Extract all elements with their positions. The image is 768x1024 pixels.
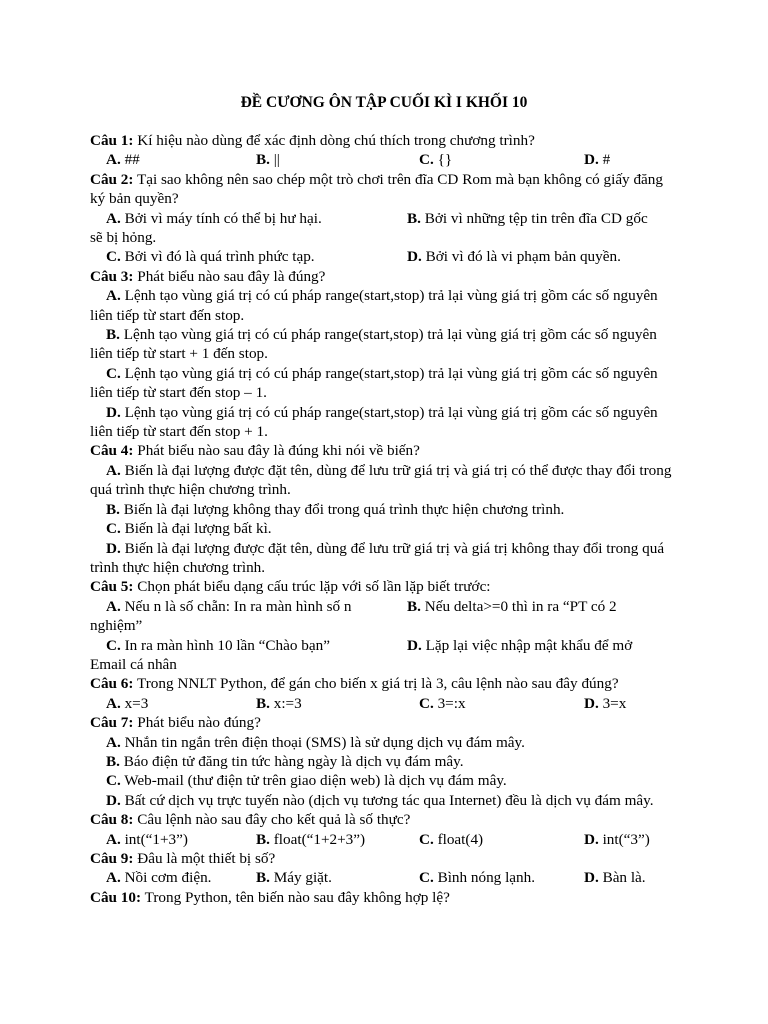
question-5	[90, 577, 680, 596]
question-text: Phát biểu nào sau đây là đúng?	[133, 267, 326, 285]
question-list	[90, 131, 680, 907]
option-c: C. 3=:x	[419, 694, 466, 712]
option-a: A. Nồi cơm điện.	[106, 869, 212, 887]
option-c: C. Web-mail (thư điện tử trên giao diện web) là dịch vụ đám mây.	[106, 772, 507, 790]
option-b: B. Báo điện tử đăng tin tức hàng ngày là dịch vụ đám mây.	[106, 752, 464, 770]
option-d: D. Lệnh tạo vùng giá trị có cú pháp range(start,stop) trả lại vùng giá trị gồm các số nguyên liên tiếp từ start đến stop + 1.	[90, 403, 658, 441]
question-label: Câu 7:	[90, 714, 134, 732]
question-6	[90, 674, 680, 693]
option-d: D. Biến là đại lượng được đặt tên, dùng để lưu trữ giá trị và giá trị không thay đổi trong quá trình thực hiện chương trình.	[90, 539, 665, 576]
options-row	[106, 830, 680, 849]
question-text: Trong Python, tên biến nào sau đây không hợp lệ?	[141, 888, 450, 906]
question-label: Câu 4:	[90, 442, 134, 460]
option-c: C. Lệnh tạo vùng giá trị có cú pháp range(start,stop) trả lại vùng giá trị gồm các số nguyên liên tiếp từ start đến stop – 1.	[90, 364, 658, 402]
question-label: Câu 2:	[90, 170, 134, 188]
question-text: Kí hiệu nào dùng để xác định dòng chú thích trong chương trình?	[133, 132, 535, 149]
question-label: Câu 3:	[90, 267, 134, 285]
option-a: A. Lệnh tạo vùng giá trị có cú pháp range(start,stop) trả lại vùng giá trị gồm các số nguyên liên tiếp từ start đến stop.	[90, 287, 658, 324]
option-d: D. Bàn là.	[584, 869, 646, 887]
question-label: Câu 1:	[90, 132, 134, 149]
question-text: Trong NNLT Python, để gán cho biến x giá trị là 3, câu lệnh nào sau đây đúng?	[133, 675, 619, 693]
question-text: Phát biểu nào sau đây là đúng khi nói về biến?	[133, 442, 420, 460]
question-text: Phát biểu nào đúng?	[133, 714, 261, 732]
option-b: B. x:=3	[256, 694, 302, 712]
option-d: D. Lặp lại việc nhập mật khẩu để mở	[407, 636, 633, 654]
option-c: C. Biến là đại lượng bất kì.	[106, 520, 272, 538]
question-label: Câu 5:	[90, 578, 134, 596]
question-label: Câu 10:	[90, 888, 142, 906]
options-pair	[90, 636, 680, 675]
options-row	[106, 694, 680, 713]
option-continuation: sẽ bị hỏng.	[90, 229, 157, 247]
question-text: Đâu là một thiết bị số?	[133, 849, 276, 867]
option-b: B. Máy giặt.	[256, 869, 332, 887]
option-b: B. float(“1+2+3”)	[256, 830, 366, 848]
option-c: C. In ra màn hình 10 lần “Chào bạn”	[106, 636, 330, 654]
option-b: B. Nếu delta>=0 thì in ra “PT có 2	[407, 597, 617, 615]
question-1	[90, 131, 680, 150]
option-c: C. Bởi vì đó là quá trình phức tạp.	[106, 248, 315, 266]
option-continuation: Email cá nhân	[90, 655, 177, 673]
document-title: ĐỀ CƯƠNG ÔN TẬP CUỐI KÌ I KHỐI 10	[240, 94, 528, 111]
question-text: Tại sao không nên sao chép một trò chơi trên đĩa CD Rom mà bạn không có giấy đăng ký bản quyền?	[90, 170, 663, 208]
question-text: Câu lệnh nào sau đây cho kết quả là số thực?	[133, 811, 411, 829]
option-d: D. Bởi vì đó là vi phạm bản quyền.	[407, 248, 621, 266]
question-3	[90, 267, 680, 286]
question-text: Chọn phát biểu dạng cấu trúc lặp với số lần lặp biết trước:	[133, 578, 491, 596]
options-pair	[90, 597, 680, 636]
question-2	[90, 170, 680, 209]
option-b: B. Bởi vì những tệp tin trên đĩa CD gốc	[407, 209, 648, 227]
question-4	[90, 441, 680, 460]
option-b: B. Biến là đại lượng không thay đổi trong quá trình thực hiện chương trình.	[106, 500, 565, 518]
question-9	[90, 849, 680, 868]
option-d: D. 3=x	[584, 694, 627, 712]
option-a: A. Nếu n là số chẵn: In ra màn hình số n	[106, 597, 352, 615]
options-row	[106, 868, 680, 887]
option-b: B. Lệnh tạo vùng giá trị có cú pháp range(start,stop) trả lại vùng giá trị gồm các số nguyên liên tiếp từ start + 1 đến stop.	[90, 326, 657, 363]
option-a: A. Bởi vì máy tính có thể bị hư hại.	[106, 209, 322, 227]
option-d: D. int(“3”)	[584, 830, 650, 848]
question-7	[90, 713, 680, 732]
option-c: C. {}	[419, 151, 453, 169]
option-continuation: nghiệm”	[90, 617, 143, 635]
options-pair	[90, 247, 680, 266]
option-a: A. Biến là đại lượng được đặt tên, dùng để lưu trữ giá trị và giá trị có thể được thay đổi trong quá trình thực hiện chương trình.	[90, 461, 672, 499]
option-d: D. #	[584, 151, 611, 169]
question-label: Câu 8:	[90, 811, 134, 829]
option-a: A. Nhắn tin ngắn trên điện thoại (SMS) là sử dụng dịch vụ đám mây.	[106, 733, 525, 751]
option-a: A. x=3	[106, 694, 149, 712]
question-label: Câu 6:	[90, 675, 134, 693]
option-d: D. Bất cứ dịch vụ trực tuyến nào (dịch vụ tương tác qua Internet) đều là dịch vụ đám mây.	[106, 791, 654, 809]
option-c: C. Bình nóng lạnh.	[419, 869, 536, 887]
question-10	[90, 888, 680, 907]
question-8	[90, 810, 680, 829]
question-label: Câu 9:	[90, 849, 134, 867]
option-c: C. float(4)	[419, 830, 484, 848]
options-row	[106, 150, 680, 169]
option-a: A. int(“1+3”)	[106, 830, 188, 848]
options-pair	[90, 209, 680, 248]
option-b: B. ||	[256, 151, 280, 169]
option-a: A. ##	[106, 151, 140, 169]
